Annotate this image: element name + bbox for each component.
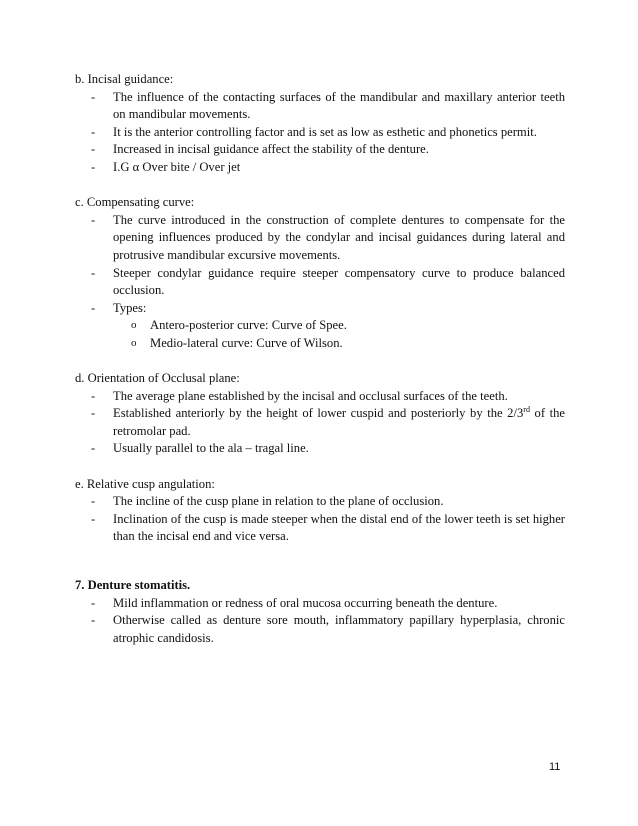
item-text-after: of the retromolar pad. — [113, 406, 565, 438]
dash-bullet: - — [91, 159, 96, 174]
dash-bullet: - — [91, 212, 96, 227]
dash-bullet: - — [91, 89, 96, 104]
item-text: The influence of the contacting surfaces of the mandibular and maxillary anterior teeth on mandibular movements. — [113, 89, 565, 122]
dash-bullet: - — [91, 511, 96, 526]
dash-bullet: - — [91, 388, 96, 403]
list-item — [75, 440, 565, 458]
dash-bullet: - — [91, 142, 96, 157]
list-item — [75, 300, 565, 318]
list-item — [75, 141, 565, 159]
sub-item-text: Medio-lateral curve: Curve of Wilson. — [150, 335, 343, 350]
item-text: It is the anterior controlling factor and is set as low as esthetic and phonetics permit. — [113, 124, 537, 139]
page-number: 11 — [549, 761, 561, 773]
bullet-list — [75, 212, 565, 318]
item-text: Steeper condylar guidance require steeper compensatory curve to produce balanced occlusion. — [113, 265, 565, 298]
list-item — [75, 265, 565, 300]
sub-bullet-list — [75, 317, 565, 352]
list-item — [75, 388, 565, 406]
list-item — [75, 159, 565, 177]
item-text: The average plane established by the incisal and occlusal surfaces of the teeth. — [113, 388, 508, 403]
list-item — [75, 405, 565, 440]
item-text: The curve introduced in the construction of complete dentures to compensate for the opening influences produced by the condylar and incisal guidances during lateral and protrusive mandibular excursive movements. — [113, 212, 565, 262]
list-item — [75, 612, 565, 647]
section-incisal-guidance — [75, 71, 565, 177]
section-denture-stomatitis — [75, 577, 565, 647]
item-text: Usually parallel to the ala – tragal line. — [113, 441, 309, 456]
item-text: I.G α Over bite / Over jet — [113, 159, 241, 174]
list-item — [75, 595, 565, 613]
dash-bullet: - — [91, 441, 96, 456]
page-content — [75, 71, 565, 647]
section-heading: e. Relative cusp angulation: — [75, 476, 215, 491]
item-text: Mild inflammation or redness of oral mucosa occurring beneath the denture. — [113, 595, 498, 610]
dash-bullet: - — [91, 265, 96, 280]
section-heading: d. Orientation of Occlusal plane: — [75, 371, 240, 386]
item-text: Otherwise called as denture sore mouth, inflammatory papillary hyperplasia, chronic atrophic candidosis. — [113, 613, 565, 645]
bullet-list — [75, 595, 565, 648]
section-heading: 7. Denture stomatitis. — [75, 578, 191, 593]
circle-bullet: o — [131, 319, 137, 332]
list-item — [75, 493, 565, 511]
superscript: rd — [523, 405, 530, 415]
section-occlusal-plane — [75, 370, 565, 458]
item-text: Inclination of the cusp is made steeper when the distal end of the lower teeth is set higher than the incisal end and vice versa. — [113, 511, 565, 544]
section-cusp-angulation — [75, 476, 565, 546]
item-text: The incline of the cusp plane in relation to the plane of occlusion. — [113, 494, 444, 509]
sub-item-text: Antero-posterior curve: Curve of Spee. — [150, 318, 347, 333]
circle-bullet: o — [131, 336, 137, 349]
dash-bullet: - — [91, 595, 96, 610]
item-text: Increased in incisal guidance affect the stability of the denture. — [113, 142, 429, 157]
dash-bullet: - — [91, 406, 96, 421]
section-compensating-curve — [75, 194, 565, 352]
list-item — [75, 212, 565, 265]
dash-bullet: - — [91, 613, 96, 628]
dash-bullet: - — [91, 124, 96, 139]
bullet-list — [75, 388, 565, 458]
section-heading: c. Compensating curve: — [75, 195, 195, 210]
section-heading: b. Incisal guidance: — [75, 72, 174, 86]
list-item — [75, 124, 565, 142]
bullet-list — [75, 89, 565, 177]
item-text-before: Established anteriorly by the height of lower cuspid and posteriorly by the 2/3 — [113, 406, 524, 421]
dash-bullet: - — [91, 300, 96, 315]
item-text: Types: — [113, 300, 147, 315]
list-item — [75, 89, 565, 124]
sub-list-item — [75, 335, 565, 353]
sub-list-item — [75, 317, 565, 335]
list-item — [75, 511, 565, 546]
dash-bullet: - — [91, 494, 96, 509]
bullet-list — [75, 493, 565, 546]
